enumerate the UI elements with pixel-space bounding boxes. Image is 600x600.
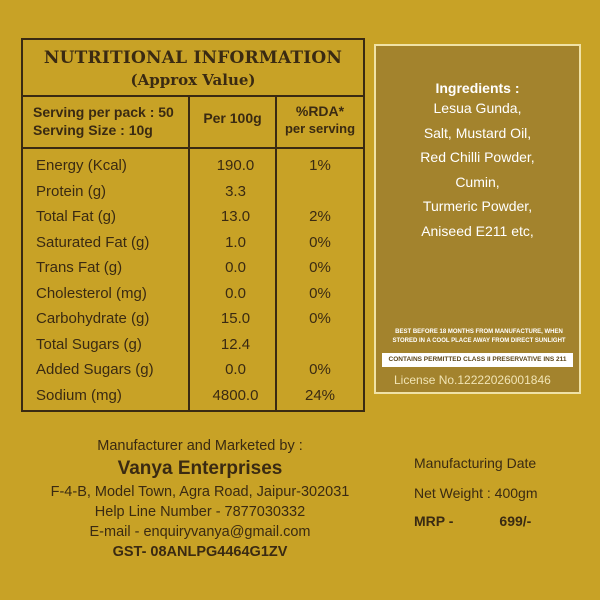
nutrient-value: 0.0 — [225, 361, 246, 378]
net-weight-value: 400gm — [494, 485, 538, 501]
nutrient-name: Sodium (mg) — [36, 386, 122, 404]
helpline-number: Help Line Number - 7877030332 — [94, 504, 306, 520]
nutrient-value: 12.4 — [220, 335, 251, 353]
nutrient-rda: 24% — [304, 386, 336, 404]
nutrient-name-column — [23, 149, 190, 412]
nutrient-rda: 0% — [309, 233, 331, 251]
rda-header-sub: per serving — [284, 121, 356, 136]
serving-per-pack: Serving per pack : 50 — [33, 104, 174, 120]
rda-header — [277, 97, 363, 147]
nutrition-table — [21, 38, 365, 412]
net-weight-row — [414, 481, 537, 505]
serving-info — [23, 97, 190, 147]
nutrient-rda — [277, 332, 363, 358]
ingredient-line: Salt, Mustard Oil, — [423, 124, 532, 141]
preservative-note: CONTAINS PERMITTED CLASS II PRESERVATIVE INS 211 — [382, 353, 573, 367]
nutrient-rda: 2% — [309, 208, 331, 225]
gst-number: GST- 08ANLPG4464G1ZV — [112, 544, 288, 560]
nutrition-header-row — [23, 97, 363, 149]
mrp-label: MRP - — [414, 513, 454, 529]
nutrient-rda: 1% — [309, 157, 331, 174]
nutrient-name: Carbohydrate (g) — [36, 310, 150, 327]
nutrition-title-block — [23, 40, 363, 97]
ingredient-line: Lesua Gunda, — [433, 100, 522, 116]
nutrient-value: 4800.0 — [212, 386, 259, 404]
nutrient-name: Cholesterol (mg) — [36, 284, 147, 302]
rda-header-label: %RDA* — [295, 103, 345, 119]
serving-size: Serving Size : 10g — [33, 122, 153, 138]
mrp-row — [414, 509, 537, 533]
nutrition-title: NUTRITIONAL INFORMATION — [43, 48, 343, 68]
manufacturer-name: Vanya Enterprises — [117, 458, 283, 479]
nutrient-rda: 0% — [309, 310, 331, 327]
ingredients-panel — [374, 44, 581, 394]
nutrient-rda: 0% — [309, 361, 331, 378]
nutrient-name: Energy (Kcal) — [36, 157, 127, 174]
ingredient-line: Red Chilli Powder, — [420, 149, 535, 165]
ingredients-title: Ingredients : — [435, 80, 520, 96]
nutrient-value: 190.0 — [216, 157, 255, 174]
nutrient-value: 0.0 — [225, 284, 246, 302]
ingredients-list — [376, 96, 579, 243]
nutrient-value: 3.3 — [225, 182, 246, 200]
nutrient-value: 15.0 — [220, 310, 251, 327]
ingredient-line: Aniseed E211 etc, — [421, 222, 534, 239]
net-weight-label: Net Weight : — [414, 485, 491, 501]
nutrient-rda: 0% — [309, 284, 331, 302]
nutrient-value: 13.0 — [220, 208, 251, 225]
nutrient-rda — [277, 179, 363, 205]
license-number: License No.12222026001846 — [394, 373, 551, 387]
ingredient-line: Turmeric Powder, — [422, 198, 533, 214]
per100-column — [190, 149, 277, 412]
nutrient-value: 1.0 — [225, 233, 246, 251]
nutrient-name: Total Sugars (g) — [36, 335, 142, 353]
manufacturer-heading: Manufacturer and Marketed by : — [97, 438, 303, 454]
nutrient-value: 0.0 — [225, 259, 246, 276]
email-address: E-mail - enquiryvanya@gmail.com — [89, 524, 311, 540]
rda-column — [277, 149, 363, 412]
nutrition-body — [23, 149, 363, 412]
nutrient-name: Saturated Fat (g) — [36, 233, 150, 251]
nutrient-name: Added Sugars (g) — [36, 361, 154, 378]
nutrient-name: Trans Fat (g) — [36, 259, 123, 276]
nutrition-subtitle: (Approx Value) — [130, 71, 256, 89]
manufacturer-address: F-4-B, Model Town, Agra Road, Jaipur-302031 — [50, 484, 350, 500]
ingredient-line: Cumin, — [455, 173, 500, 190]
manufacturer-block — [40, 436, 360, 562]
nutrient-rda: 0% — [309, 259, 331, 276]
nutrient-name: Protein (g) — [36, 182, 107, 200]
mrp-value: 699/- — [499, 513, 532, 529]
best-before-note: BEST BEFORE 18 MONTHS FROM MANUFACTURE, WHEN STORED IN A COOL PLACE AWAY FROM DIRECT SUNLIGHT — [392, 329, 566, 344]
manufacturing-date-label: Manufacturing Date — [414, 455, 537, 471]
product-info-block — [414, 451, 537, 533]
nutrient-name: Total Fat (g) — [36, 208, 117, 225]
per100-header: Per 100g — [190, 97, 277, 147]
